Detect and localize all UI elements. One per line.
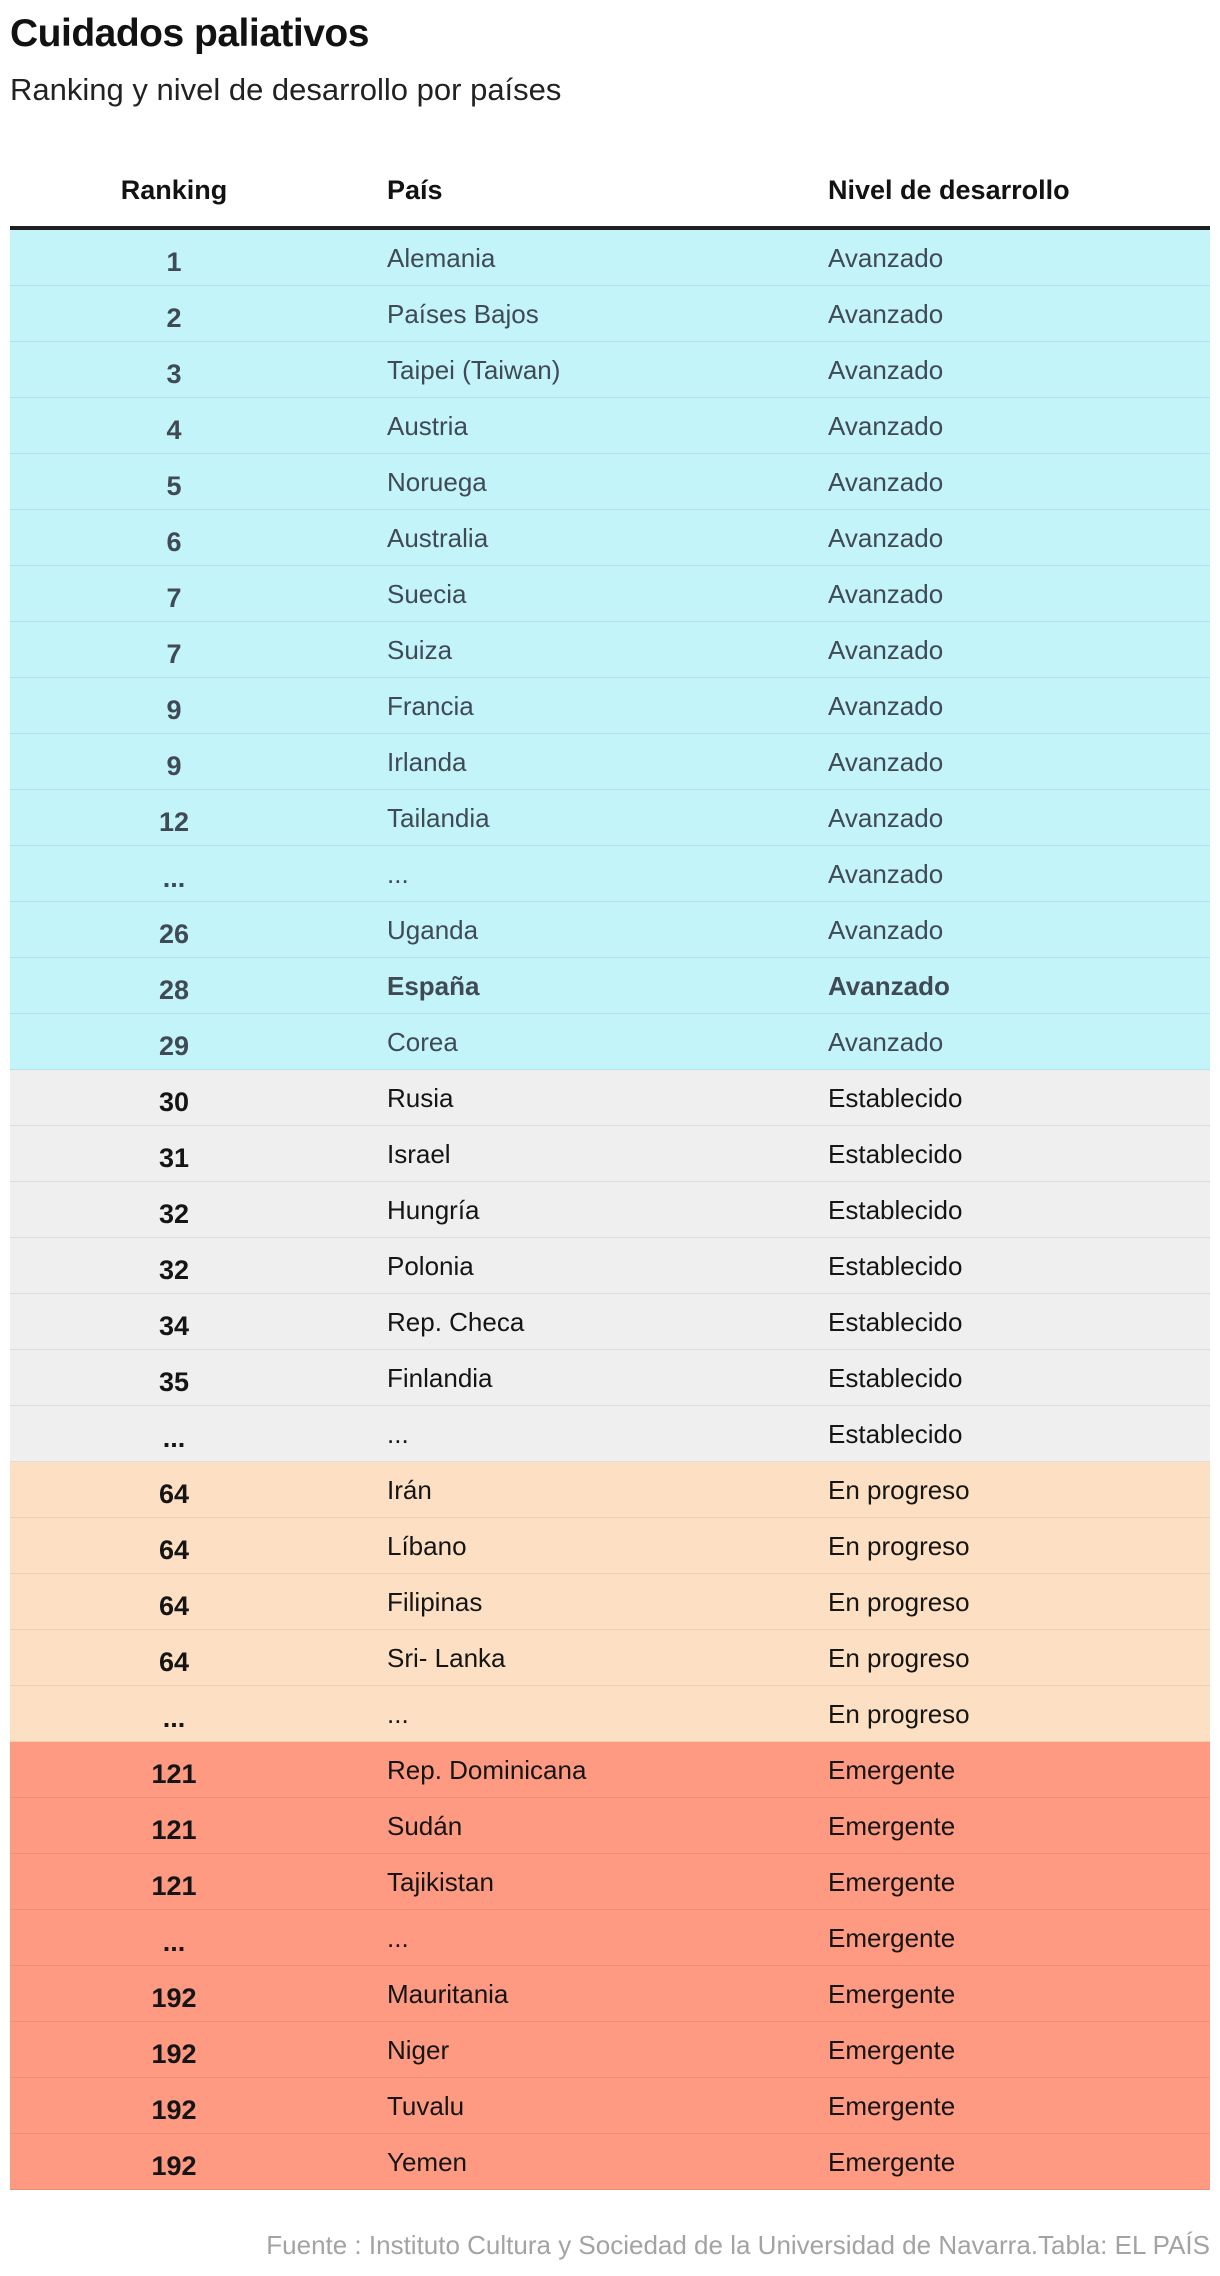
table-row <box>10 734 1210 790</box>
level-cell: Emergente <box>828 1755 956 1785</box>
rank-cell: 121 <box>151 1759 197 1789</box>
country-cell: ... <box>387 859 409 889</box>
rank-cell: 31 <box>158 1143 190 1173</box>
rank-cell: 28 <box>158 975 190 1005</box>
chart-title: Cuidados paliativos <box>10 12 369 55</box>
level-cell: Avanzado <box>828 411 944 441</box>
level-cell: Emergente <box>828 1811 956 1841</box>
table-row <box>10 1182 1210 1238</box>
level-cell: Avanzado <box>828 355 944 385</box>
table-row <box>10 1518 1210 1574</box>
level-cell: Avanzado <box>828 467 944 497</box>
rank-cell: 121 <box>151 1871 197 1901</box>
ranking-table <box>10 162 1210 2190</box>
country-cell: Filipinas <box>387 1587 483 1617</box>
rank-cell: 192 <box>151 2095 197 2125</box>
country-cell: Sri- Lanka <box>387 1643 506 1673</box>
country-cell: Yemen <box>387 2147 467 2177</box>
level-cell: Establecido <box>828 1139 963 1169</box>
column-header-level: Nivel de desarrollo <box>828 175 1070 205</box>
level-cell: Avanzado <box>828 299 944 329</box>
country-cell: España <box>387 971 480 1001</box>
level-cell: Avanzado <box>828 859 944 889</box>
level-cell: Establecido <box>828 1083 963 1113</box>
table-row <box>10 1014 1210 1070</box>
table-row <box>10 2078 1210 2134</box>
table-row <box>10 2134 1210 2190</box>
table-row <box>10 2022 1210 2078</box>
table-row <box>10 902 1210 958</box>
rank-cell: 4 <box>166 415 182 445</box>
table-row <box>10 958 1210 1014</box>
rank-cell: 35 <box>158 1367 190 1397</box>
country-cell: ... <box>387 1419 409 1449</box>
country-cell: Suecia <box>387 579 467 609</box>
rank-cell: 34 <box>158 1311 190 1341</box>
country-cell: Tajikistan <box>387 1867 494 1897</box>
table-row <box>10 1294 1210 1350</box>
column-header-ranking: Ranking <box>120 175 228 205</box>
rank-cell: 64 <box>158 1535 190 1565</box>
table-row <box>10 1910 1210 1966</box>
country-cell: Alemania <box>387 243 496 273</box>
level-cell: Avanzado <box>828 243 944 273</box>
country-cell: Hungría <box>387 1195 480 1225</box>
country-cell: Irán <box>387 1475 432 1505</box>
rank-cell: ... <box>162 1423 186 1453</box>
chart-subtitle: Ranking y nivel de desarrollo por países <box>10 72 562 107</box>
table-row <box>10 1686 1210 1742</box>
rank-cell: 64 <box>158 1647 190 1677</box>
rank-cell: ... <box>162 1927 186 1957</box>
country-cell: Uganda <box>387 915 479 945</box>
table-body <box>10 230 1210 2190</box>
table-row <box>10 1798 1210 1854</box>
country-cell: Australia <box>387 523 489 553</box>
level-cell: Avanzado <box>828 635 944 665</box>
country-cell: Sudán <box>387 1811 463 1841</box>
rank-cell: 5 <box>166 471 182 501</box>
table-row <box>10 342 1210 398</box>
level-cell: En progreso <box>828 1699 970 1729</box>
table-row <box>10 1854 1210 1910</box>
table-row <box>10 1574 1210 1630</box>
country-cell: Líbano <box>387 1531 467 1561</box>
country-cell: Francia <box>387 691 474 721</box>
country-cell: Tuvalu <box>387 2091 465 2121</box>
rank-cell: 29 <box>158 1031 190 1061</box>
rank-cell: 121 <box>151 1815 197 1845</box>
rank-cell: 6 <box>166 527 182 557</box>
level-cell: Avanzado <box>828 747 944 777</box>
level-cell: Emergente <box>828 1867 956 1897</box>
table-row <box>10 1462 1210 1518</box>
rank-cell: 192 <box>151 2039 197 2069</box>
country-cell: Noruega <box>387 467 487 497</box>
rank-cell: 192 <box>151 2151 197 2181</box>
level-cell: Avanzado <box>828 971 950 1001</box>
column-header-country: País <box>387 175 443 205</box>
source-note: Fuente : Instituto Cultura y Sociedad de la Universidad de Navarra.Tabla: EL PAÍS <box>266 2230 1210 2260</box>
rank-cell: 32 <box>158 1255 190 1285</box>
table-row <box>10 1966 1210 2022</box>
rank-cell: ... <box>162 1703 186 1733</box>
table-row <box>10 230 1210 286</box>
level-cell: En progreso <box>828 1531 970 1561</box>
rank-cell: 7 <box>166 639 182 669</box>
rank-cell: ... <box>162 863 186 893</box>
level-cell: Emergente <box>828 2147 956 2177</box>
country-cell: Suiza <box>387 635 453 665</box>
level-cell: Establecido <box>828 1419 963 1449</box>
country-cell: Polonia <box>387 1251 474 1281</box>
country-cell: Países Bajos <box>387 299 539 329</box>
level-cell: Emergente <box>828 2091 956 2121</box>
country-cell: Niger <box>387 2035 450 2065</box>
rank-cell: 3 <box>166 359 182 389</box>
rank-cell: 9 <box>166 695 182 725</box>
level-cell: En progreso <box>828 1475 970 1505</box>
level-cell: En progreso <box>828 1643 970 1673</box>
country-cell: Taipei (Taiwan) <box>387 355 561 385</box>
country-cell: ... <box>387 1699 409 1729</box>
table-row <box>10 790 1210 846</box>
rank-cell: 2 <box>166 303 182 333</box>
country-cell: Rusia <box>387 1083 454 1113</box>
rank-cell: 12 <box>158 807 190 837</box>
rank-cell: 1 <box>166 247 182 277</box>
level-cell: Establecido <box>828 1307 963 1337</box>
table-row <box>10 566 1210 622</box>
table-row <box>10 398 1210 454</box>
table-row <box>10 286 1210 342</box>
table-row <box>10 1406 1210 1462</box>
country-cell: Mauritania <box>387 1979 509 2009</box>
level-cell: Avanzado <box>828 523 944 553</box>
level-cell: Establecido <box>828 1363 963 1393</box>
table-row <box>10 1742 1210 1798</box>
rank-cell: 64 <box>158 1591 190 1621</box>
country-cell: Corea <box>387 1027 458 1057</box>
level-cell: Avanzado <box>828 803 944 833</box>
table-row <box>10 510 1210 566</box>
rank-cell: 7 <box>166 583 182 613</box>
country-cell: Rep. Dominicana <box>387 1755 587 1785</box>
level-cell: Avanzado <box>828 915 944 945</box>
table-row <box>10 454 1210 510</box>
table-row <box>10 1238 1210 1294</box>
level-cell: Avanzado <box>828 579 944 609</box>
country-cell: Tailandia <box>387 803 490 833</box>
country-cell: Israel <box>387 1139 451 1169</box>
level-cell: Emergente <box>828 2035 956 2065</box>
country-cell: Rep. Checa <box>387 1307 525 1337</box>
level-cell: En progreso <box>828 1587 970 1617</box>
level-cell: Avanzado <box>828 1027 944 1057</box>
level-cell: Emergente <box>828 1923 956 1953</box>
table-row <box>10 846 1210 902</box>
level-cell: Emergente <box>828 1979 956 2009</box>
rank-cell: 26 <box>158 919 190 949</box>
table-row <box>10 1070 1210 1126</box>
country-cell: Finlandia <box>387 1363 493 1393</box>
table-header <box>10 162 1210 230</box>
country-cell: Austria <box>387 411 468 441</box>
country-cell: Irlanda <box>387 747 467 777</box>
rank-cell: 30 <box>158 1087 190 1117</box>
table-row <box>10 622 1210 678</box>
table-row <box>10 1350 1210 1406</box>
country-cell: ... <box>387 1923 409 1953</box>
table-row <box>10 1126 1210 1182</box>
table-row <box>10 1630 1210 1686</box>
level-cell: Avanzado <box>828 691 944 721</box>
rank-cell: 64 <box>158 1479 190 1509</box>
rank-cell: 192 <box>151 1983 197 2013</box>
rank-cell: 9 <box>166 751 182 781</box>
level-cell: Establecido <box>828 1251 963 1281</box>
rank-cell: 32 <box>158 1199 190 1229</box>
table-row <box>10 678 1210 734</box>
level-cell: Establecido <box>828 1195 963 1225</box>
